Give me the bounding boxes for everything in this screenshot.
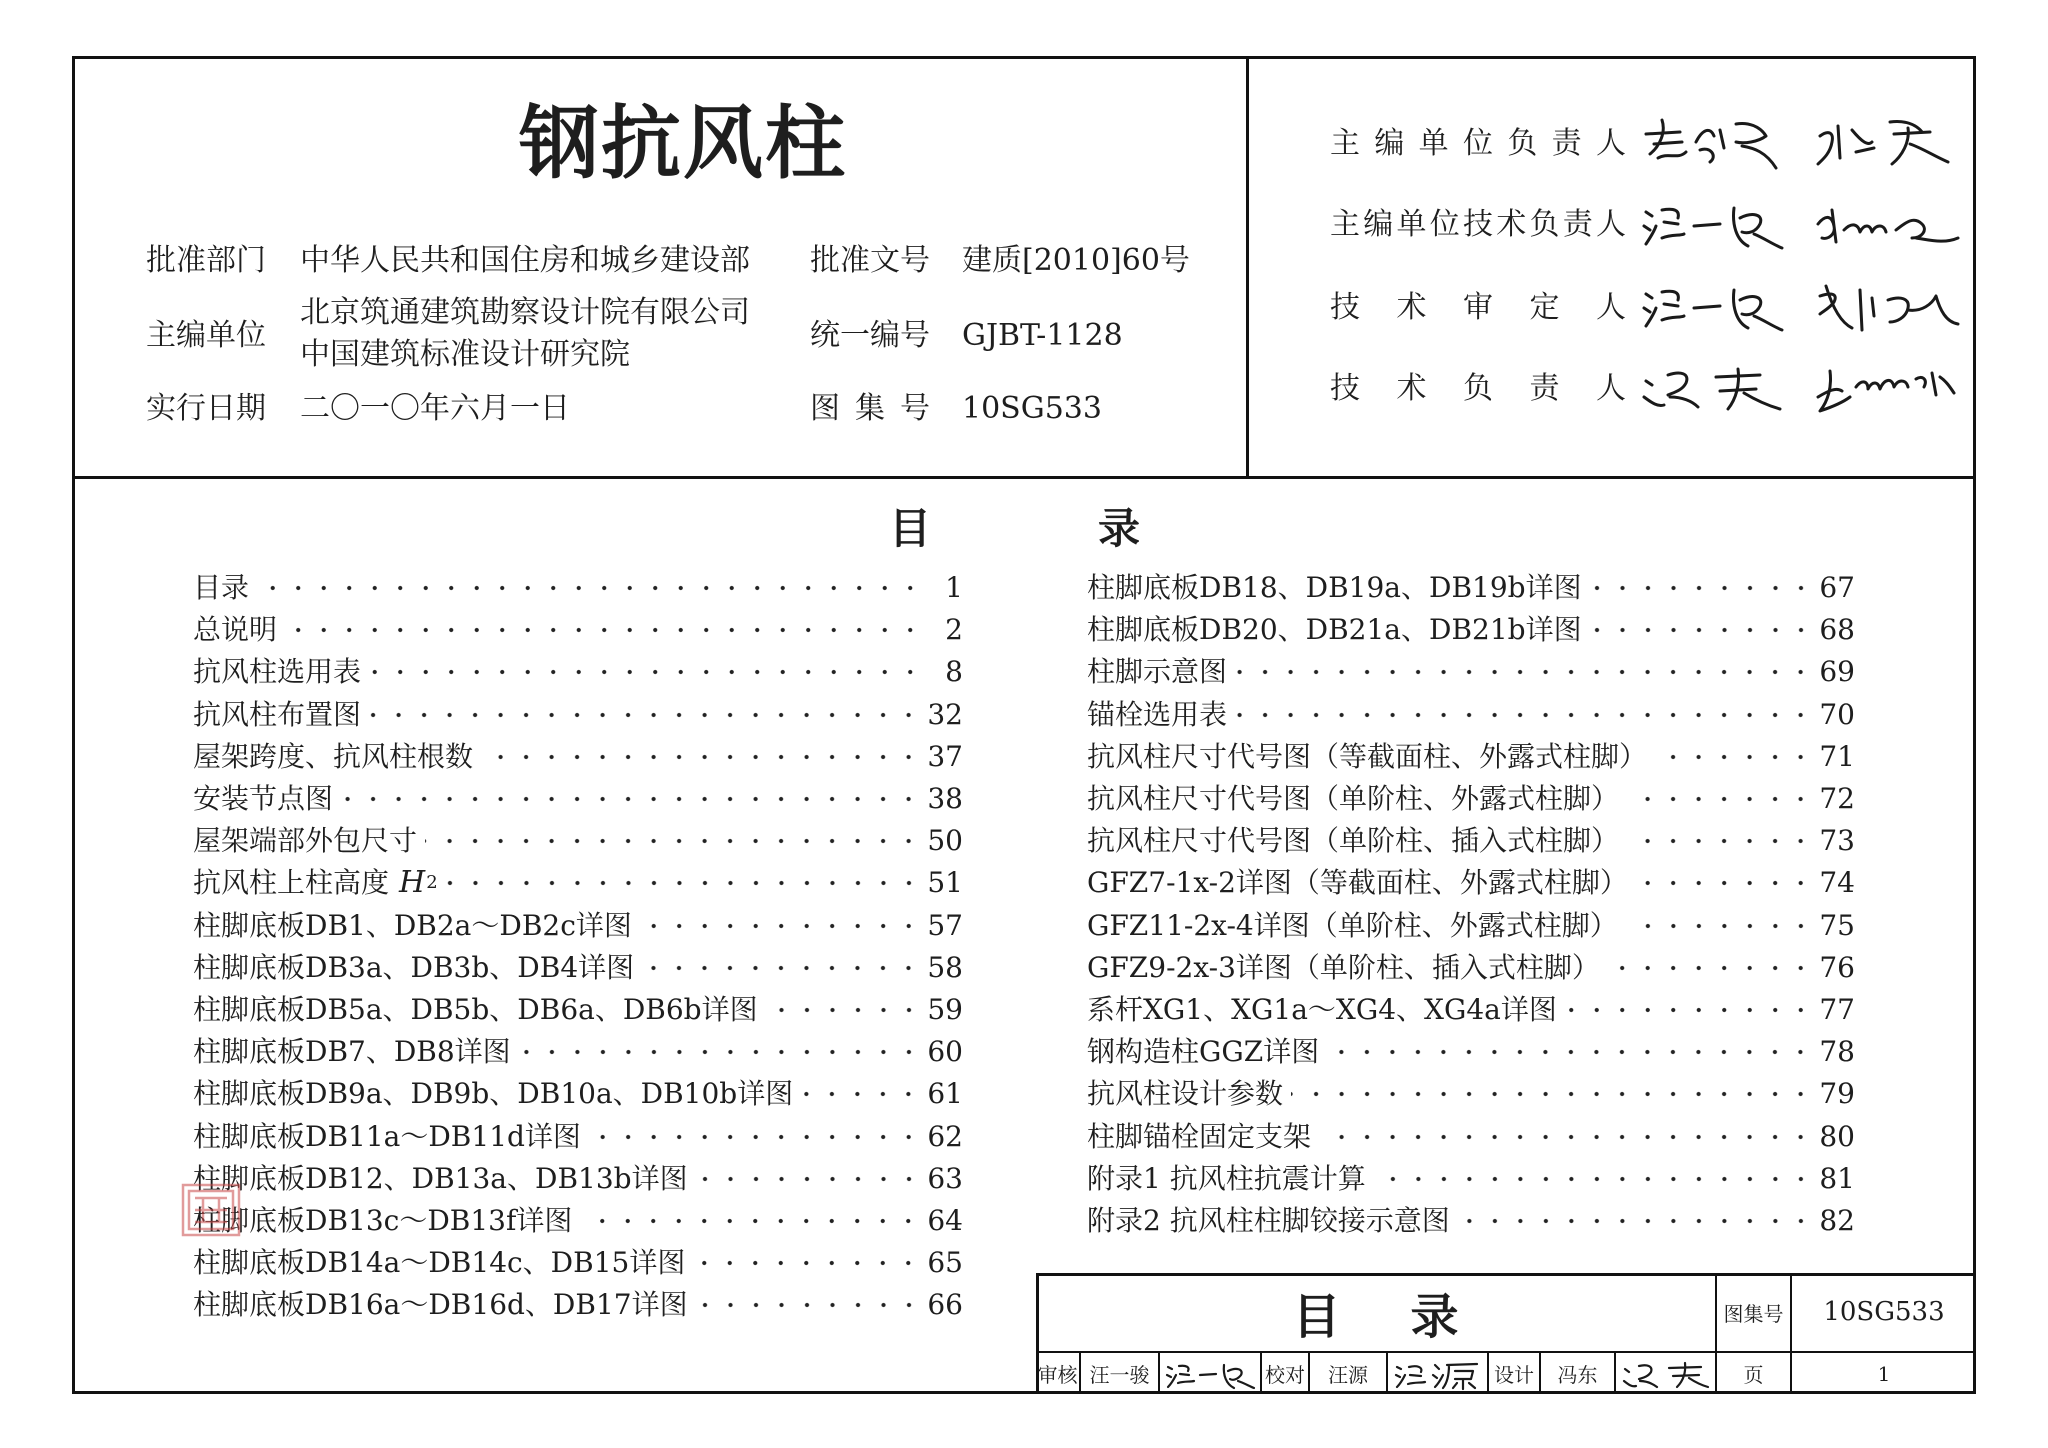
handwritten-signature <box>1640 112 1790 176</box>
effective-date: 二〇一〇年六月一日 <box>300 391 570 426</box>
toc-entry-title: 柱脚底板DB5a、DB5b、DB6a、DB6b详图 <box>193 992 758 1026</box>
checker-signature-cell <box>1388 1353 1489 1394</box>
toc-entry-page: 67 <box>1819 571 1855 605</box>
toc-entry-page: 73 <box>1819 824 1855 858</box>
toc-entry-page: 70 <box>1819 697 1855 731</box>
toc-entry-page: 51 <box>927 866 963 900</box>
toc-entry-title: 柱脚示意图 <box>1087 655 1228 689</box>
handwritten-signature <box>1640 357 1790 421</box>
toc-entry <box>193 567 963 609</box>
toc-entry-subscript: 2 <box>426 872 438 894</box>
title-block-title: 目录 <box>1292 1288 1529 1345</box>
toc-entry <box>1087 947 1855 989</box>
toc-dot-leader <box>519 1047 922 1057</box>
watermark-seal <box>180 1182 242 1238</box>
toc-entry <box>193 947 963 989</box>
toc-dot-leader <box>341 794 921 804</box>
toc-dot-leader <box>1636 878 1813 888</box>
toc-entry-page: 37 <box>927 739 963 773</box>
unified-no-label: 统一编号 <box>810 318 930 353</box>
toc-entry-title: 安装节点图 <box>193 782 334 816</box>
signature-strokes <box>1167 1365 1254 1388</box>
reviewer-signature-cell <box>1160 1353 1262 1394</box>
toc-dot-leader <box>425 836 921 846</box>
toc-dot-leader <box>693 1258 921 1268</box>
toc-dot-leader <box>696 1300 922 1310</box>
page-number: 1 <box>1877 1361 1891 1386</box>
effective-date-label: 实行日期 <box>146 391 266 426</box>
toc-entry <box>193 862 963 904</box>
toc-entry-page: 78 <box>1819 1035 1855 1069</box>
handwritten-signature <box>1812 276 1962 340</box>
toc-entry <box>193 1158 963 1200</box>
page-label: 页 <box>1717 1353 1792 1394</box>
toc-entry-title: 柱脚底板DB1、DB2a～DB2c详图 <box>193 908 632 942</box>
toc-entry-title: GFZ7-1x-2详图（等截面柱、外露式柱脚） <box>1087 866 1628 900</box>
reviewer-label: 审核 <box>1036 1353 1081 1394</box>
toc-entry-page: 57 <box>927 908 963 942</box>
handwritten-signature <box>1621 1357 1711 1391</box>
toc-dot-leader <box>369 710 921 720</box>
toc-entry-page: 69 <box>1819 655 1855 689</box>
signature-strokes <box>1818 121 1948 164</box>
toc-dot-leader <box>766 1005 922 1015</box>
toc-entry-title: 总说明 <box>193 613 278 647</box>
toc-dot-leader <box>1590 625 1814 635</box>
toc-entry-title: 系杆XG1、XG1a～XG4、XG4a详图 <box>1087 992 1557 1026</box>
toc-entry <box>193 820 963 862</box>
toc-entry <box>193 1200 963 1242</box>
handwritten-signature <box>1640 194 1790 258</box>
toc-dot-leader <box>1235 710 1813 720</box>
signature-strokes <box>1644 208 1782 248</box>
toc-entry-title: 抗风柱布置图 <box>193 697 362 731</box>
toc-dot-leader <box>1319 1132 1813 1142</box>
atlas-no-label: 图集号 <box>810 391 930 426</box>
toc-entry-title: 抗风柱尺寸代号图（等截面柱、外露式柱脚） <box>1087 739 1648 773</box>
toc-entry-page: 72 <box>1819 782 1855 816</box>
unified-no: GJBT-1128 <box>962 318 1123 353</box>
toc-dot-leader <box>1235 667 1813 677</box>
header-divider-vertical <box>1246 56 1249 478</box>
toc-entry-page: 59 <box>927 992 963 1026</box>
approval-no: 建质[2010]60号 <box>962 243 1190 278</box>
title-block-title-cell <box>1036 1273 1717 1353</box>
toc-dot-leader <box>1655 752 1813 762</box>
toc-entry-title: 附录2 抗风柱柱脚铰接示意图 <box>1087 1203 1450 1237</box>
toc-entry-page: 76 <box>1819 950 1855 984</box>
toc-entry <box>1087 694 1855 736</box>
toc-entry <box>193 989 963 1031</box>
toc-dot-leader <box>801 1089 921 1099</box>
toc-entry-page: 71 <box>1819 739 1855 773</box>
toc-entry-title: GFZ11-2x-4详图（单阶柱、外露式柱脚） <box>1087 908 1618 942</box>
toc-entry-title: 柱脚底板DB12、DB13a、DB13b详图 <box>193 1161 688 1195</box>
toc-entry <box>193 778 963 820</box>
toc-entry-title: 附录1 抗风柱抗震计算 <box>1087 1161 1366 1195</box>
toc-entry-title: 目录 <box>193 571 250 605</box>
toc-dot-leader <box>1374 1174 1814 1184</box>
resp-role-2: 主编单位技术负责人 <box>1330 207 1626 242</box>
toc-entry <box>1087 1073 1855 1115</box>
handwritten-signature <box>1393 1357 1483 1391</box>
toc-entry-page: 32 <box>927 697 963 731</box>
toc-entry <box>1087 651 1855 693</box>
toc-entry <box>1087 1158 1855 1200</box>
toc-entry <box>1087 736 1855 778</box>
toc-entry-title: 抗风柱设计参数 <box>1087 1077 1284 1111</box>
toc-dot-leader <box>1608 963 1813 973</box>
toc-dot-leader <box>642 963 921 973</box>
toc-dot-leader <box>696 1174 922 1184</box>
toc-entry-page: 74 <box>1819 866 1855 900</box>
toc-dot-leader <box>640 921 921 931</box>
toc-entry-title: 抗风柱尺寸代号图（单阶柱、外露式柱脚） <box>1087 782 1620 816</box>
title-block-atlas-no: 10SG533 <box>1792 1273 1976 1353</box>
toc-entry <box>193 1242 963 1284</box>
toc-entry-title: 柱脚底板DB16a～DB16d、DB17详图 <box>193 1288 688 1322</box>
toc-dot-leader <box>580 1216 921 1226</box>
toc-entry-page: 82 <box>1819 1203 1855 1237</box>
toc-entry <box>193 694 963 736</box>
toc-dot-leader <box>589 1132 921 1142</box>
toc-dot-leader <box>369 667 923 677</box>
toc-dot-leader <box>1458 1216 1814 1226</box>
toc-dot-leader <box>1627 794 1813 804</box>
toc-entry <box>193 1284 963 1326</box>
approval-dept: 中华人民共和国住房和城乡建设部 <box>300 243 750 278</box>
handwritten-signature <box>1812 112 1962 176</box>
approval-no-label: 批准文号 <box>810 243 930 278</box>
signature-strokes <box>1646 120 1776 168</box>
toc-entry <box>1087 820 1855 862</box>
toc-entry <box>193 1031 963 1073</box>
toc-entry-variable: H <box>399 865 426 901</box>
toc-entry <box>1087 778 1855 820</box>
editor-label: 主编单位 <box>146 318 266 353</box>
toc-entry-page: 60 <box>927 1035 963 1069</box>
toc-dot-leader <box>1627 836 1813 846</box>
designer-signature-cell <box>1616 1353 1717 1394</box>
toc-entry-page: 62 <box>927 1119 963 1153</box>
toc-entry-page: 64 <box>927 1203 963 1237</box>
atlas-no: 10SG533 <box>962 391 1102 426</box>
toc-entry-title: GFZ9-2x-3详图（单阶柱、插入式柱脚） <box>1087 950 1600 984</box>
toc-entry-page: 58 <box>927 950 963 984</box>
toc-entry <box>193 609 963 651</box>
toc-entry-page: 61 <box>927 1077 963 1111</box>
approval-dept-label: 批准部门 <box>146 243 266 278</box>
toc-entry-page: 38 <box>927 782 963 816</box>
designer-label: 设计 <box>1489 1353 1541 1394</box>
resp-role-4: 技术负责人 <box>1330 371 1626 406</box>
signature-strokes <box>1818 210 1958 242</box>
toc-entry <box>1087 609 1855 651</box>
toc-entry <box>193 905 963 947</box>
toc-dot-leader <box>1590 583 1814 593</box>
toc-entry <box>193 736 963 778</box>
seal-strokes <box>183 1185 239 1235</box>
toc-entry-title: 柱脚底板DB11a～DB11d详图 <box>193 1119 581 1153</box>
toc-entry-title: 钢构造柱GGZ详图 <box>1087 1035 1320 1069</box>
editor-unit-1: 北京筑通建筑勘察设计院有限公司 <box>300 295 750 330</box>
toc-entry-page: 2 <box>945 613 963 647</box>
toc-entry-page: 81 <box>1819 1161 1855 1195</box>
toc-entry-title: 柱脚底板DB3a、DB3b、DB4详图 <box>193 950 635 984</box>
toc-entry <box>193 1115 963 1157</box>
toc-entry-title: 柱脚锚栓固定支架 <box>1087 1119 1312 1153</box>
atlas-title: 钢抗风柱 <box>519 97 847 190</box>
toc-entry <box>1087 567 1855 609</box>
toc-entry-page: 65 <box>927 1246 963 1280</box>
toc-dot-leader <box>257 583 923 593</box>
reviewer-name: 汪一骏 <box>1081 1353 1160 1394</box>
toc-dot-leader <box>1565 1005 1814 1015</box>
toc-dot-leader <box>1291 1089 1813 1099</box>
toc-column-left <box>193 567 963 1326</box>
toc-entry-title: 抗风柱上柱高度 <box>193 866 390 900</box>
resp-role-3: 技术审定人 <box>1330 290 1626 325</box>
toc-entry-title: 屋架跨度、抗风柱根数 <box>193 739 474 773</box>
signature-strokes <box>1820 286 1958 330</box>
toc-column-right <box>1087 567 1855 1242</box>
toc-entry <box>1087 1115 1855 1157</box>
toc-entry-page: 1 <box>945 571 963 605</box>
toc-entry-title: 柱脚底板DB20、DB21a、DB21b详图 <box>1087 613 1582 647</box>
toc-dot-leader <box>1626 921 1814 931</box>
toc-entry-page: 68 <box>1819 613 1855 647</box>
signature-strokes <box>1396 1364 1477 1389</box>
signature-strokes <box>1818 371 1954 411</box>
signature-strokes <box>1644 369 1780 409</box>
toc-dot-leader <box>1327 1047 1813 1057</box>
toc-entry <box>1087 1031 1855 1073</box>
toc-entry-title: 柱脚底板DB13c～DB13f详图 <box>193 1203 573 1237</box>
toc-entry-page: 8 <box>945 655 963 689</box>
toc-dot-leader <box>285 625 923 635</box>
toc-dot-leader <box>446 878 922 888</box>
toc-entry <box>193 651 963 693</box>
toc-entry <box>1087 862 1855 904</box>
handwritten-signature <box>1812 357 1962 421</box>
toc-entry <box>1087 1200 1855 1242</box>
toc-entry-page: 50 <box>927 824 963 858</box>
checker-name: 汪源 <box>1310 1353 1388 1394</box>
toc-entry-title: 柱脚底板DB9a、DB9b、DB10a、DB10b详图 <box>193 1077 794 1111</box>
handwritten-signature <box>1640 276 1790 340</box>
toc-entry-page: 63 <box>927 1161 963 1195</box>
toc-entry-title: 抗风柱尺寸代号图（单阶柱、插入式柱脚） <box>1087 824 1620 858</box>
handwritten-signature <box>1164 1357 1256 1391</box>
toc-entry <box>1087 989 1855 1031</box>
atlas-no-label-wrap <box>810 391 930 427</box>
editor-unit-2: 中国建筑标准设计研究院 <box>300 337 630 372</box>
toc-entry-title: 柱脚底板DB18、DB19a、DB19b详图 <box>1087 571 1582 605</box>
handwritten-signature <box>1812 194 1962 258</box>
designer-name: 冯东 <box>1541 1353 1616 1394</box>
resp-role-1: 主编单位负责人 <box>1330 126 1626 161</box>
checker-label: 校对 <box>1262 1353 1310 1394</box>
toc-entry-title: 抗风柱选用表 <box>193 655 362 689</box>
toc-entry-page: 75 <box>1819 908 1855 942</box>
toc-entry <box>1087 905 1855 947</box>
toc-entry-title: 柱脚底板DB14a～DB14c、DB15详图 <box>193 1246 686 1280</box>
toc-entry-title: 屋架端部外包尺寸 <box>193 824 418 858</box>
toc-entry-title: 柱脚底板DB7、DB8详图 <box>193 1035 511 1069</box>
toc-entry-page: 79 <box>1819 1077 1855 1111</box>
header-divider-horizontal <box>72 476 1976 479</box>
toc-entry-page: 80 <box>1819 1119 1855 1153</box>
title-block-atlas-no-label: 图集号 <box>1717 1273 1792 1353</box>
toc-entry-page: 77 <box>1819 992 1855 1026</box>
signature-strokes <box>1644 290 1782 330</box>
toc-entry <box>193 1073 963 1115</box>
signature-strokes <box>1624 1363 1708 1387</box>
toc-entry-page: 66 <box>927 1288 963 1322</box>
toc-dot-leader <box>481 752 921 762</box>
toc-entry-title: 锚栓选用表 <box>1087 697 1228 731</box>
toc-heading: 目录 <box>889 504 1308 553</box>
